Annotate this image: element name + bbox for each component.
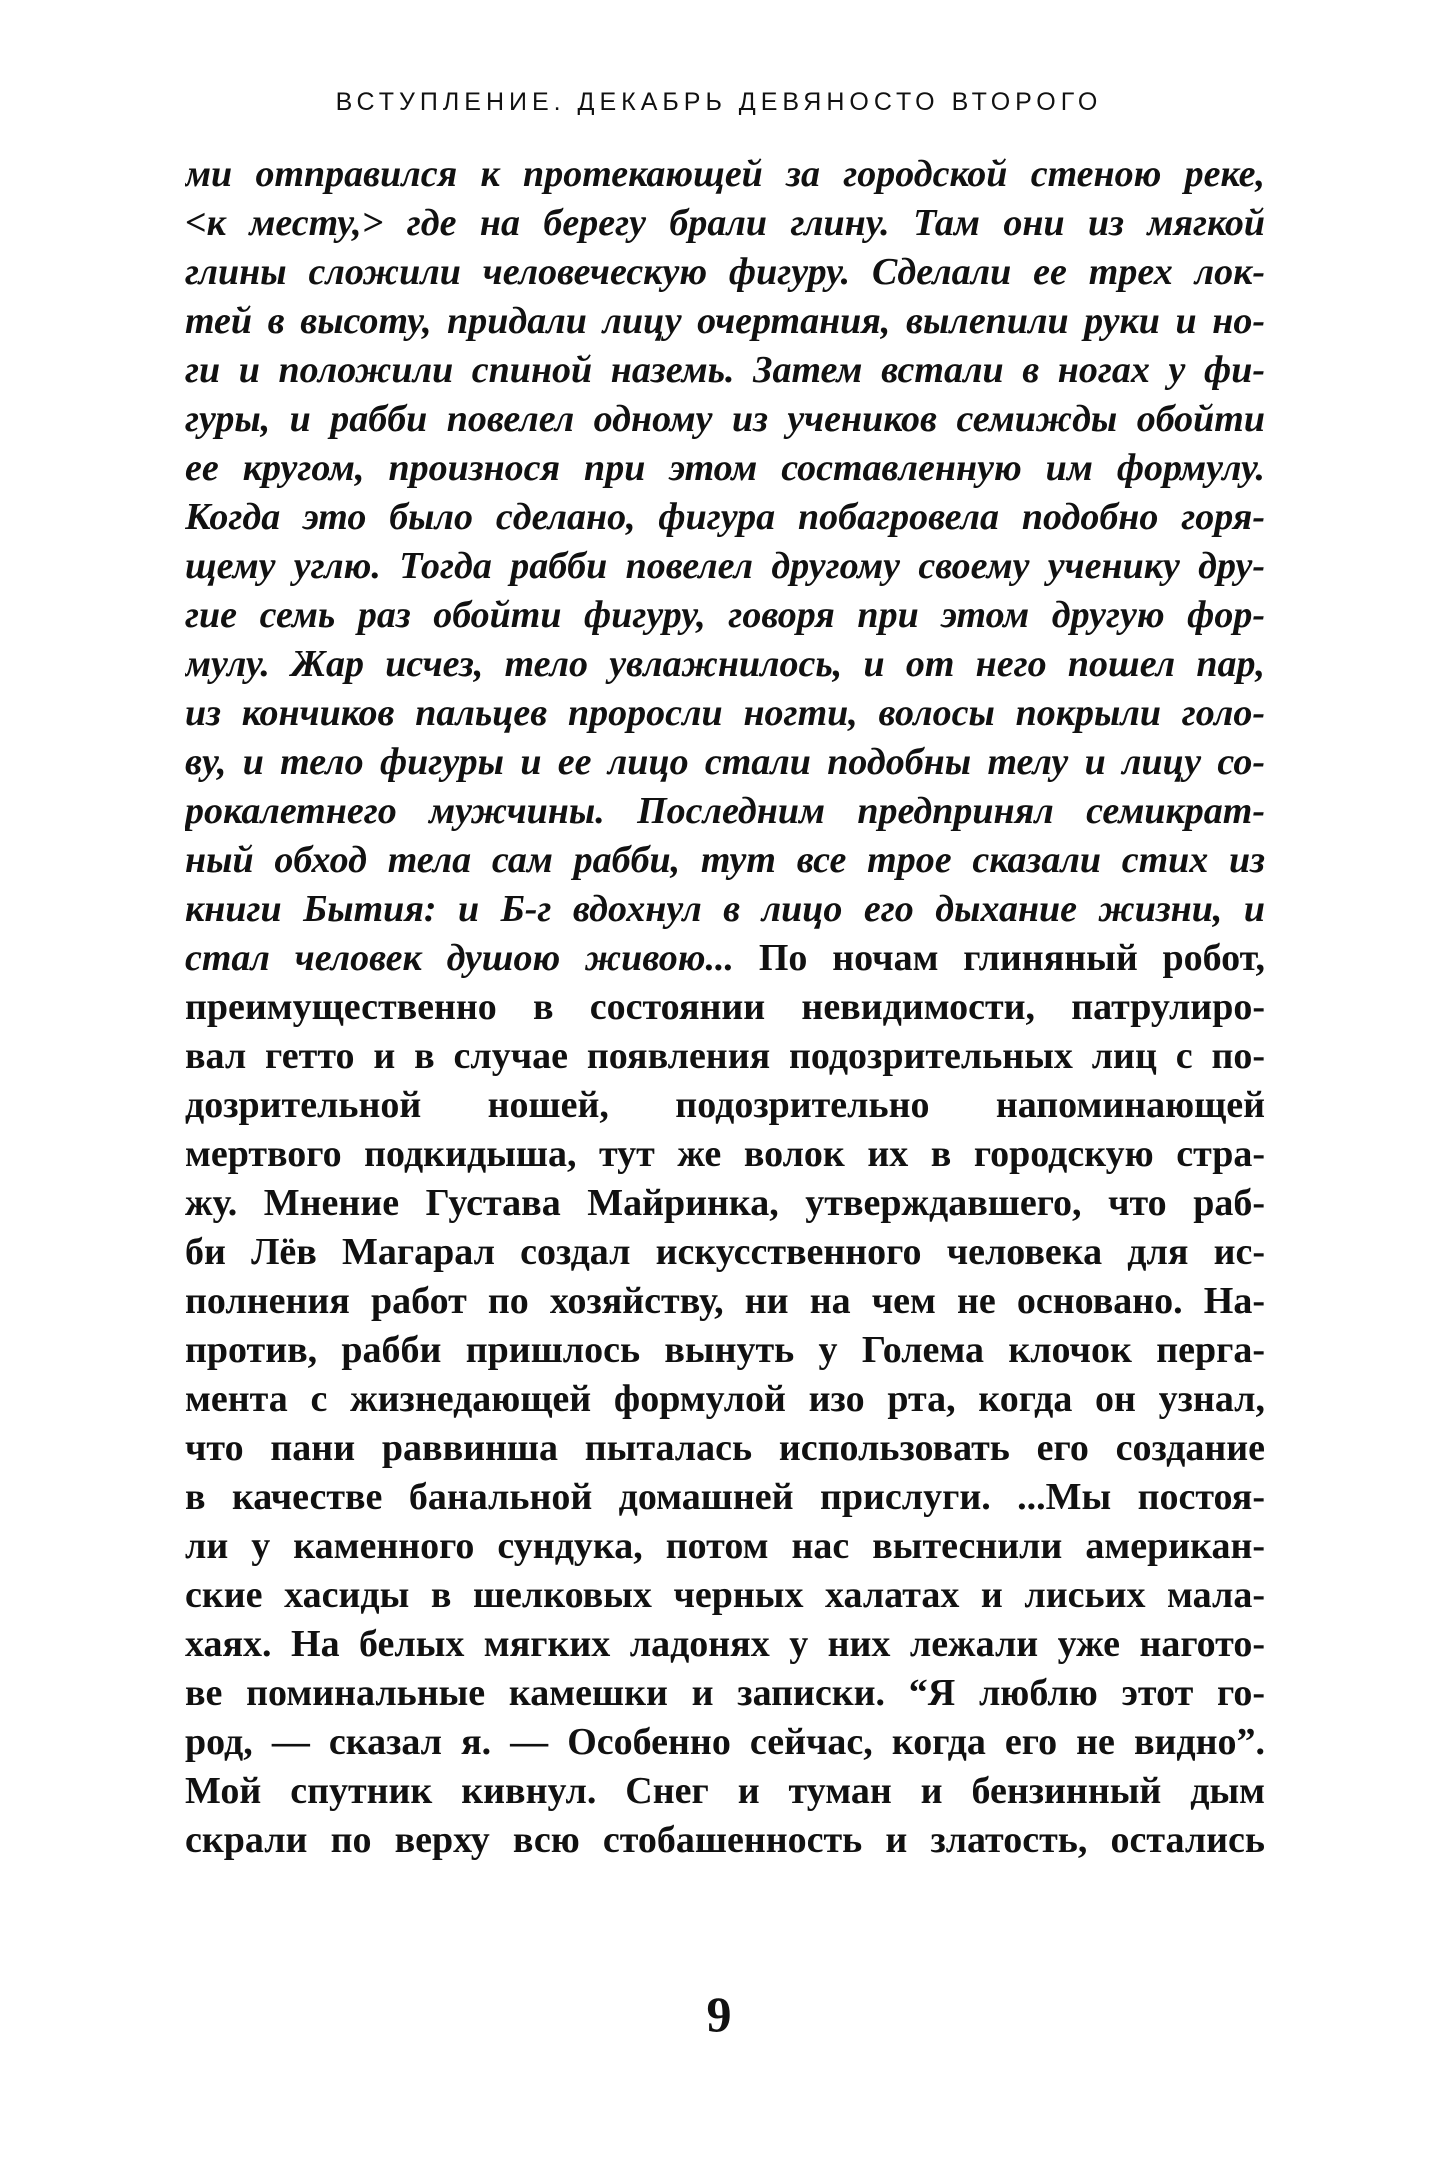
roman-segment: По ночам глиняный робот,	[734, 937, 1265, 979]
text-line	[185, 1032, 1265, 1081]
roman-segment: мертвого подкидыша, тут же волок их в городскую стра-	[185, 1133, 1265, 1175]
roman-segment: хаях. На белых мягких ладонях у них лежали уже нагото-	[185, 1623, 1265, 1665]
text-line	[185, 1816, 1265, 1865]
italic-segment: мулу. Жар исчез, тело увлажнилось, и от него пошел пар,	[185, 643, 1265, 685]
roman-segment: скрали по верху всю стобашенность и златость, остались	[185, 1819, 1265, 1861]
roman-segment: ве поминальные камешки и записки. “Я люблю этот го-	[185, 1672, 1265, 1714]
text-line	[185, 1522, 1265, 1571]
text-line	[185, 1081, 1265, 1130]
italic-segment: рокалетнего мужчины. Последним предпринял семикрат-	[185, 790, 1265, 832]
roman-segment: жу. Мнение Густава Майринка, утверждавшего, что раб-	[185, 1182, 1265, 1224]
italic-segment: из кончиков пальцев проросли ногти, волосы покрыли голо-	[185, 692, 1265, 734]
italic-segment: ву, и тело фигуры и ее лицо стали подобны телу и лицу со-	[185, 741, 1265, 783]
italic-segment: гие семь раз обойти фигуру, говоря при этом другую фор-	[185, 594, 1265, 636]
text-line	[185, 1326, 1265, 1375]
italic-segment: ее кругом, произнося при этом составленную им формулу.	[185, 447, 1265, 489]
roman-segment: в качестве банальной домашней прислуги. ...Мы постоя-	[185, 1476, 1265, 1518]
text-line	[185, 1571, 1265, 1620]
italic-segment: стал человек душою живою...	[185, 937, 735, 979]
roman-segment: дозрительной ношей, подозрительно напоминающей	[185, 1084, 1265, 1126]
italic-segment: гуры, и рабби повелел одному из учеников семижды обойти	[185, 398, 1265, 440]
text-line	[185, 885, 1265, 934]
text-line	[185, 934, 1265, 983]
italic-segment: глины сложили человеческую фигуру. Сделали ее трех лок-	[185, 251, 1265, 293]
text-line	[185, 1375, 1265, 1424]
italic-segment: тей в высоту, придали лицу очертания, вылепили руки и но-	[185, 300, 1265, 342]
text-line	[185, 591, 1265, 640]
text-line	[185, 395, 1265, 444]
text-line	[185, 738, 1265, 787]
text-line	[185, 493, 1265, 542]
roman-segment: полнения работ по хозяйству, ни на чем не основано. На-	[185, 1280, 1265, 1322]
roman-segment: вал гетто и в случае появления подозрительных лиц с по-	[185, 1035, 1265, 1077]
text-line	[185, 1424, 1265, 1473]
roman-segment: преимущественно в состоянии невидимости, патрулиро-	[185, 986, 1265, 1028]
text-line	[185, 689, 1265, 738]
page-number: 9	[706, 1986, 732, 2042]
italic-segment: щему углю. Тогда рабби повелел другому своему ученику дру-	[185, 545, 1265, 587]
text-line	[185, 640, 1265, 689]
italic-segment: ми отправился к протекающей за городской стеною реке,	[185, 153, 1265, 195]
text-line	[185, 1179, 1265, 1228]
text-line	[185, 1767, 1265, 1816]
text-line	[185, 1620, 1265, 1669]
roman-segment: род, — сказал я. — Особенно сейчас, когда его не видно”.	[185, 1721, 1265, 1763]
text-line	[185, 787, 1265, 836]
text-line	[185, 1669, 1265, 1718]
text-line	[185, 1277, 1265, 1326]
text-line	[185, 297, 1265, 346]
text-line	[185, 1130, 1265, 1179]
running-head: ВСТУПЛЕНИЕ. ДЕКАБРЬ ДЕВЯНОСТО ВТОРОГО	[335, 88, 1103, 116]
text-line	[185, 199, 1265, 248]
italic-segment: ный обход тела сам рабби, тут все трое сказали стих из	[185, 839, 1265, 881]
text-line	[185, 1473, 1265, 1522]
roman-segment: ские хасиды в шелковых черных халатах и лисьих мала-	[185, 1574, 1265, 1616]
body-text	[185, 150, 1265, 1865]
text-line	[185, 836, 1265, 885]
italic-segment: <к месту,> где на берегу брали глину. Там они из мягкой	[185, 202, 1265, 244]
italic-segment: книги Бытия: и Б-г вдохнул в лицо его дыхание жизни, и	[185, 888, 1265, 930]
italic-segment: ги и положили спиной наземь. Затем встали в ногах у фи-	[185, 349, 1265, 391]
text-line	[185, 346, 1265, 395]
text-line	[185, 248, 1265, 297]
text-line	[185, 542, 1265, 591]
text-line	[185, 150, 1265, 199]
text-line	[185, 983, 1265, 1032]
italic-segment: Когда это было сделано, фигура побагровела подобно горя-	[185, 496, 1265, 538]
roman-segment: что пани раввинша пыталась использовать его создание	[185, 1427, 1265, 1469]
text-line	[185, 444, 1265, 493]
roman-segment: Мой спутник кивнул. Снег и туман и бензинный дым	[185, 1770, 1265, 1812]
roman-segment: ли у каменного сундука, потом нас вытеснили американ-	[185, 1525, 1265, 1567]
text-line	[185, 1228, 1265, 1277]
roman-segment: мента с жизнедающей формулой изо рта, когда он узнал,	[185, 1378, 1265, 1420]
text-line	[185, 1718, 1265, 1767]
roman-segment: против, рабби пришлось вынуть у Голема клочок перга-	[185, 1329, 1265, 1371]
roman-segment: би Лёв Магарал создал искусственного человека для ис-	[185, 1231, 1265, 1273]
